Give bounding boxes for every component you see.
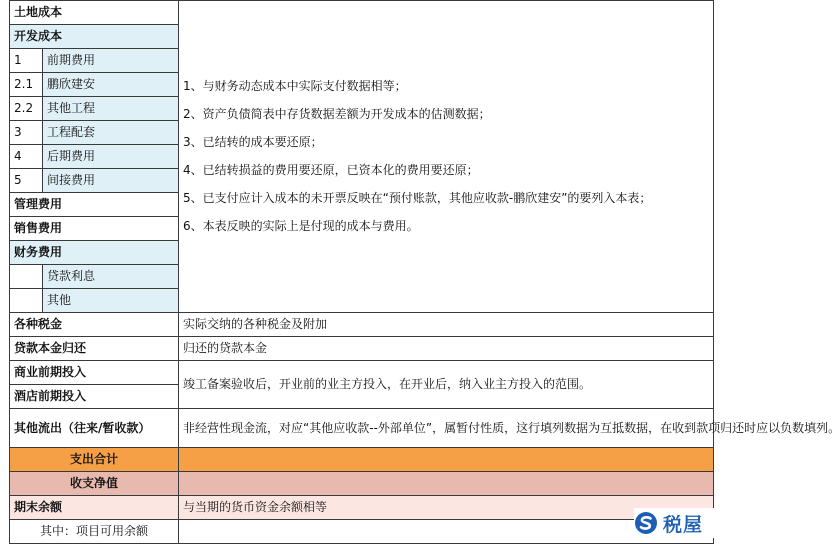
label-other-outflow: 其他流出（往来/暂收款） bbox=[10, 409, 179, 448]
label-total-out: 支出合计 bbox=[10, 448, 179, 472]
item-2-1-label: 鹏欣建安 bbox=[43, 73, 179, 97]
total-out-value bbox=[179, 448, 714, 472]
watermark-text: 税屋 bbox=[663, 513, 704, 536]
row-net bbox=[10, 472, 714, 496]
item-2-2-label: 其他工程 bbox=[43, 97, 179, 121]
label-net: 收支净值 bbox=[10, 472, 179, 496]
other-blank bbox=[10, 289, 43, 313]
note-2: 2、资产负债简表中存货数据差额为开发成本的估测数据； bbox=[183, 107, 491, 121]
row-commercial-pre bbox=[10, 361, 714, 385]
notes-cell bbox=[179, 1, 714, 313]
note-3: 3、已结转的成本要还原； bbox=[183, 135, 323, 149]
watermark bbox=[634, 508, 718, 538]
label-loan-principal: 贷款本金归还 bbox=[10, 337, 179, 361]
label-other: 其他 bbox=[43, 289, 179, 313]
desc-taxes: 实际交纳的各种税金及附加 bbox=[179, 313, 714, 337]
item-1-number: 1 bbox=[10, 49, 43, 73]
label-finance: 财务费用 bbox=[10, 241, 179, 265]
loan-interest-blank bbox=[10, 265, 43, 289]
note-1: 1、与财务动态成本中实际支付数据相等； bbox=[183, 79, 407, 93]
item-2-1-number: 2.1 bbox=[10, 73, 43, 97]
item-5-label: 间接费用 bbox=[43, 169, 179, 193]
label-dev-cost: 开发成本 bbox=[10, 25, 179, 49]
s-logo-icon bbox=[634, 511, 658, 535]
row-land-cost bbox=[10, 1, 714, 25]
label-ending: 期末余额 bbox=[10, 496, 179, 520]
net-value bbox=[179, 472, 714, 496]
item-1-label: 前期费用 bbox=[43, 49, 179, 73]
label-sales: 销售费用 bbox=[10, 217, 179, 241]
row-total-out bbox=[10, 448, 714, 472]
desc-pre-invest: 竣工备案验收后，开业前的业主方投入，在开业后，纳入业主方投入的范围。 bbox=[179, 361, 714, 409]
row-ending bbox=[10, 496, 714, 520]
item-3-number: 3 bbox=[10, 121, 43, 145]
label-available: 其中：项目可用余额 bbox=[10, 520, 179, 544]
row-available bbox=[10, 520, 714, 544]
row-other-outflow bbox=[10, 409, 714, 448]
row-loan-principal bbox=[10, 337, 714, 361]
cost-explanation-table bbox=[9, 0, 840, 544]
item-5-number: 5 bbox=[10, 169, 43, 193]
label-land-cost: 土地成本 bbox=[10, 1, 179, 25]
item-4-number: 4 bbox=[10, 145, 43, 169]
desc-ending: 与当期的货币资金余额相等 bbox=[179, 496, 714, 520]
note-5: 5、已支付应计入成本的未开票反映在“预付账款，其他应收款-鹏欣建安”的要列入本表； bbox=[183, 191, 652, 205]
desc-loan-principal: 归还的贷款本金 bbox=[179, 337, 714, 361]
row-taxes bbox=[10, 313, 714, 337]
note-4: 4、已结转损益的费用要还原，已资本化的费用要还原； bbox=[183, 163, 479, 177]
label-commercial-pre: 商业前期投入 bbox=[10, 361, 179, 385]
label-mgmt: 管理费用 bbox=[10, 193, 179, 217]
label-loan-interest: 贷款利息 bbox=[43, 265, 179, 289]
label-hotel-pre: 酒店前期投入 bbox=[10, 385, 179, 409]
item-4-label: 后期费用 bbox=[43, 145, 179, 169]
note-6: 6、本表反映的实际上是付现的成本与费用。 bbox=[183, 219, 419, 233]
item-3-label: 工程配套 bbox=[43, 121, 179, 145]
label-taxes: 各种税金 bbox=[10, 313, 179, 337]
item-2-2-number: 2.2 bbox=[10, 97, 43, 121]
desc-other-outflow: 非经营性现金流，对应“其他应收款--外部单位”，属暂付性质，这行填列数据为互抵数据，在收到款项归还时应以负数填列。 bbox=[179, 409, 714, 448]
